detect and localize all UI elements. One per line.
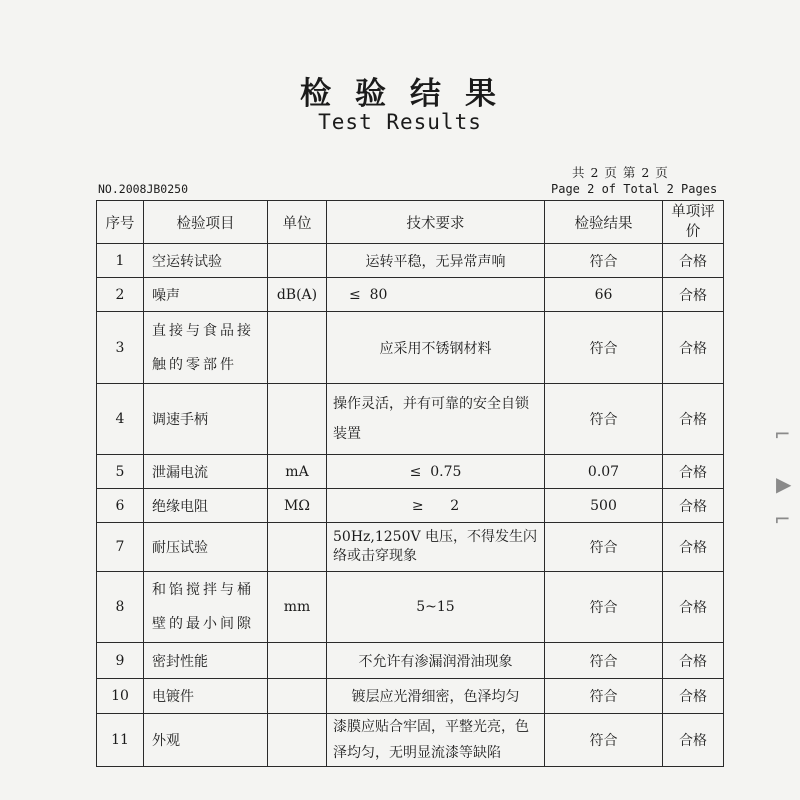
row-item: 外观 <box>144 714 268 767</box>
row-no: 8 <box>97 572 144 643</box>
row-unit: mA <box>268 455 327 489</box>
table-row <box>97 489 724 523</box>
row-item: 耐压试验 <box>144 523 268 572</box>
row-item: 调速手柄 <box>144 384 268 455</box>
table-row <box>97 572 724 643</box>
row-unit <box>268 679 327 714</box>
page-title-en: Test Results <box>318 110 482 134</box>
row-no: 2 <box>97 278 144 312</box>
row-item: 空运转试验 <box>144 244 268 278</box>
row-item: 电镀件 <box>144 679 268 714</box>
row-unit: dB(A) <box>268 278 327 312</box>
row-unit <box>268 384 327 455</box>
row-result: 符合 <box>545 572 663 643</box>
col-header-item: 检验项目 <box>144 201 268 244</box>
row-unit <box>268 244 327 278</box>
row-result: 66 <box>545 278 663 312</box>
row-requirement: 运转平稳，无异常声响 <box>327 244 545 278</box>
row-no: 4 <box>97 384 144 455</box>
partial-seal-stamp: ⌐ ▶ ⌐ <box>774 422 792 531</box>
row-result: 符合 <box>545 714 663 767</box>
table-row <box>97 714 724 767</box>
row-evaluation: 合格 <box>663 572 724 643</box>
col-header-requirement: 技术要求 <box>327 201 545 244</box>
table-row <box>97 244 724 278</box>
document-number: NO.2008JB0250 <box>98 182 189 196</box>
col-header-no: 序号 <box>97 201 144 244</box>
table-row <box>97 278 724 312</box>
table-row <box>97 523 724 572</box>
row-unit <box>268 523 327 572</box>
row-no: 6 <box>97 489 144 523</box>
row-requirement: ≤ 0.75 <box>327 455 545 489</box>
row-requirement: 不允许有渗漏润滑油现象 <box>327 643 545 679</box>
row-result: 符合 <box>545 679 663 714</box>
row-result: 0.07 <box>545 455 663 489</box>
page-title-cn: 检验结果 <box>300 76 520 112</box>
row-requirement: 镀层应光滑细密，色泽均匀 <box>327 679 545 714</box>
row-item: 和馅搅拌与桶壁的最小间隙 <box>144 572 268 643</box>
row-unit: MΩ <box>268 489 327 523</box>
row-evaluation: 合格 <box>663 489 724 523</box>
row-no: 11 <box>97 714 144 767</box>
table-row <box>97 643 724 679</box>
row-requirement: 50Hz,1250V 电压，不得发生闪络或击穿现象 <box>327 523 545 572</box>
table-row <box>97 312 724 384</box>
row-no: 5 <box>97 455 144 489</box>
row-unit <box>268 643 327 679</box>
results-table <box>96 200 724 767</box>
table-row <box>97 384 724 455</box>
row-item: 绝缘电阻 <box>144 489 268 523</box>
page-count-cn: 共 2 页 第 2 页 <box>572 165 669 180</box>
row-evaluation: 合格 <box>663 643 724 679</box>
row-requirement: 操作灵活，并有可靠的安全自锁装置 <box>327 384 545 455</box>
row-unit <box>268 714 327 767</box>
row-result: 符合 <box>545 643 663 679</box>
page-count-en: Page 2 of Total 2 Pages <box>551 182 718 196</box>
row-evaluation: 合格 <box>663 244 724 278</box>
row-no: 7 <box>97 523 144 572</box>
row-result: 符合 <box>545 523 663 572</box>
row-result: 符合 <box>545 244 663 278</box>
row-item: 直接与食品接触的零部件 <box>144 312 268 384</box>
row-no: 10 <box>97 679 144 714</box>
row-evaluation: 合格 <box>663 523 724 572</box>
col-header-result: 检验结果 <box>545 201 663 244</box>
row-result: 符合 <box>545 384 663 455</box>
row-unit: mm <box>268 572 327 643</box>
row-requirement: ≤ 80 <box>327 278 545 312</box>
row-result: 符合 <box>545 312 663 384</box>
row-requirement: ≥ 2 <box>327 489 545 523</box>
table-header-row <box>97 201 724 244</box>
row-evaluation: 合格 <box>663 714 724 767</box>
row-evaluation: 合格 <box>663 455 724 489</box>
row-item: 噪声 <box>144 278 268 312</box>
col-header-evaluation: 单项评价 <box>663 201 724 244</box>
row-requirement: 漆膜应贴合牢固，平整光亮，色泽均匀，无明显流漆等缺陷 <box>327 714 545 767</box>
row-item: 密封性能 <box>144 643 268 679</box>
row-evaluation: 合格 <box>663 278 724 312</box>
row-item: 泄漏电流 <box>144 455 268 489</box>
row-result: 500 <box>545 489 663 523</box>
col-header-unit: 单位 <box>268 201 327 244</box>
table-row <box>97 679 724 714</box>
row-evaluation: 合格 <box>663 384 724 455</box>
row-unit <box>268 312 327 384</box>
row-evaluation: 合格 <box>663 679 724 714</box>
table-row <box>97 455 724 489</box>
row-no: 3 <box>97 312 144 384</box>
row-evaluation: 合格 <box>663 312 724 384</box>
row-requirement: 应采用不锈钢材料 <box>327 312 545 384</box>
row-no: 1 <box>97 244 144 278</box>
row-requirement: 5~15 <box>327 572 545 643</box>
row-no: 9 <box>97 643 144 679</box>
